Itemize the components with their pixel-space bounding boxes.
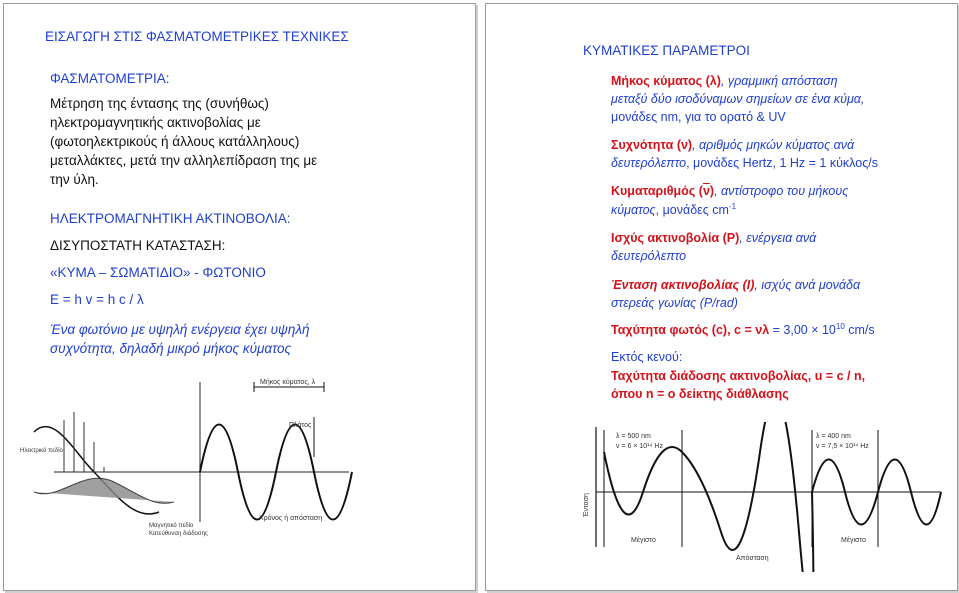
wave-parameters-figure (576, 422, 946, 572)
max-label-right: Μέγιστο (841, 537, 866, 544)
max-label-left: Μέγιστο (631, 537, 656, 544)
power-def-line: δευτερόλεπτο (611, 249, 687, 263)
vacuum-label: Εκτός κενού: (611, 350, 683, 364)
energy-formula: E = h v = h c / λ (50, 292, 144, 307)
frequency-units: δευτερόλεπτο, μονάδες Hertz, 1 Hz = 1 κύκλος/s (611, 156, 878, 170)
spectrometry-line: μεταλλάκτες, μετά την αλληλεπίδραση της με (50, 153, 318, 168)
propagation-speed-line: Ταχύτητα διάδοσης ακτινοβολίας, u = c / n, (611, 369, 866, 383)
spectrometry-line: Μέτρηση της έντασης της (συνήθως) (50, 96, 269, 111)
frequency-definition: Συχνότητα (ν), αριθμός μηκών κύματος ανά (611, 138, 855, 152)
electric-wave-3d (34, 427, 159, 514)
propagation-direction-label: Κατεύθυνση διάδοσης (149, 531, 208, 537)
wavelength-definition: Μήκος κύματος (λ), γραμμική απόσταση (611, 74, 838, 88)
wavelength-term: Μήκος κύματος (λ) (611, 74, 721, 88)
speed-term: Ταχύτητα φωτός (c) (611, 323, 728, 338)
right-slide (485, 3, 958, 591)
lambda-left-label: λ = 500 nm (616, 433, 651, 440)
photon-note-line: συχνότητα, δηλαδή μικρό μήκος κύματος (50, 341, 292, 356)
em-wave-figure (14, 372, 354, 550)
power-definition: Ισχύς ακτινοβολία (P), ενέργεια ανά (611, 231, 817, 245)
right-slide-title: ΚΥΜΑΤΙΚΕΣ ΠΑΡΑΜΕΤΡΟΙ (583, 43, 750, 58)
intensity-definition: Ένταση ακτινοβολίας (I), ισχύς ανά μονάδα (611, 278, 861, 292)
wavenumber-term: Κυματαριθμός ( (611, 184, 703, 198)
left-slide (3, 3, 476, 591)
spectrometry-line: (φωτοηλεκτρικούς ή άλλους κατάλληλους) (50, 134, 300, 149)
wavelength-units: μονάδες nm, για το ορατό & UV (611, 110, 786, 124)
magnetic-field-label: Μαγνητικό πεδίο (149, 523, 194, 529)
distance-axis-label: Απόσταση (736, 555, 769, 562)
wavenumber-units: κύματος, μονάδες $cm^{-1}$ (611, 202, 737, 218)
electric-field-label: Ηλεκτρικό πεδίο (20, 448, 63, 454)
spectrometry-line: την ύλη. (50, 172, 99, 187)
em-radiation-heading: ΗΛΕΚΤΡΟΜΑΓΝΗΤΙΚΗ ΑΚΤΙΝΟΒΟΛΙΑ: (50, 211, 291, 226)
wave-particle-label: «ΚΥΜΑ – ΣΩΜΑΤΙΔΙΟ» - ΦΩΤΟΝΙΟ (50, 265, 266, 280)
time-distance-label: Χρόνος ή απόσταση (259, 515, 323, 522)
spectrometry-line: ηλεκτρομαγνητικής ακτινοβολίας με (50, 115, 261, 130)
nu-right-label: ν = 7,5 × 10¹⁴ Hz (816, 443, 869, 450)
frequency-term: Συχνότητα (ν) (611, 138, 693, 152)
intensity-axis-label: Ένταση (583, 493, 590, 517)
dual-state-heading: ΔΙΣΥΠΟΣΤΑΤΗ ΚΑΤΑΣΤΑΣΗ: (50, 238, 226, 253)
wavenumber-symbol: $\overline{\nu}$ (702, 184, 710, 198)
wavelength-def-line: μεταξύ δύο ισοδύναμων σημείων σε ένα κύμα, (611, 92, 865, 106)
lambda-right-label: λ = 400 nm (816, 433, 851, 440)
field-vectors (64, 412, 104, 472)
spectrometry-heading: ΦΑΣΜΑΤΟΜΕΤΡΙΑ: (50, 71, 170, 86)
intensity-term: Ένταση ακτινοβολίας (I) (611, 278, 755, 292)
amplitude-label: Πλάτος (289, 422, 312, 429)
photon-note-line: Ένα φωτόνιο με υψηλή ενέργεια έχει υψηλή (50, 322, 310, 337)
wavenumber-definition: Κυματαριθμός $(\overline{\nu})$, αντίστροφο του μήκους (611, 184, 849, 198)
power-term: Ισχύς ακτινοβολία (P) (611, 231, 740, 245)
magnetic-wave-3d (34, 478, 174, 503)
intensity-def-line: στερεάς γωνίας (P/rad) (611, 296, 738, 310)
nu-left-label: ν = 6 × 10¹⁴ Hz (616, 443, 663, 450)
wavelength-label: Μήκος κύματος, λ (260, 379, 316, 386)
speed-of-light: Ταχύτητα φωτός (c), $c = \nu\lambda = 3,00 \times 10^{10}$ cm/s (611, 322, 875, 338)
refraction-index-line: όπου n = ο δείκτης διάθλασης (611, 387, 789, 401)
left-slide-title: ΕΙΣΑΓΩΓΗ ΣΤΙΣ ΦΑΣΜΑΤΟΜΕΤΡΙΚΕΣ ΤΕΧΝΙΚΕΣ (45, 29, 349, 44)
